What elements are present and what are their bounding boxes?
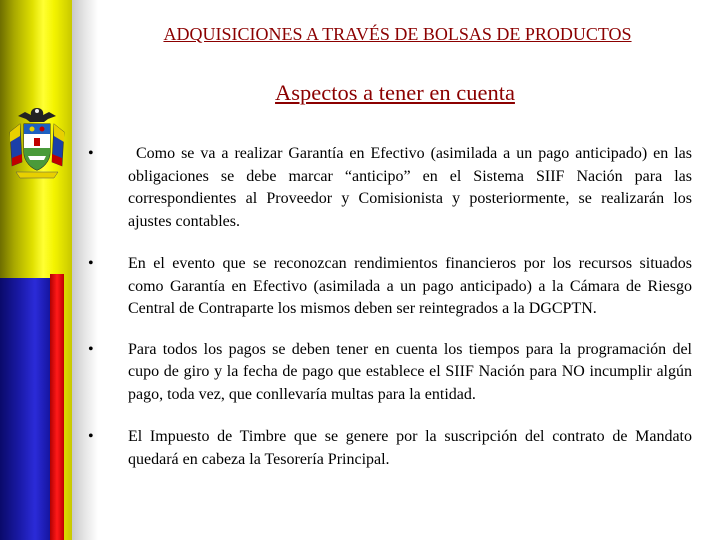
bullet-list bbox=[86, 143, 692, 471]
bullet-text: El Impuesto de Timbre que se genere por la suscripción del contrato de Mandato quedará en cabeza la Tesorería Principal. bbox=[128, 428, 692, 468]
bullet-marker: • bbox=[88, 255, 94, 272]
bullet-text: Como se va a realizar Garantía en Efectivo (asimilada a un pago anticipado) en las obligaciones se debe marcar “anticipo” en el Sistema SIIF Nación para las correspondientes al Proveedor y Comisionista y posteriormente, se realizarán los ajustes contables. bbox=[128, 145, 692, 230]
sidebar-red-band bbox=[50, 274, 64, 540]
bullet-marker: • bbox=[88, 428, 94, 445]
decorative-sidebar bbox=[0, 0, 98, 540]
list-item bbox=[86, 426, 692, 471]
list-item bbox=[86, 253, 692, 321]
slide-title: ADQUISICIONES A TRAVÉS DE BOLSAS DE PRODUCTOS bbox=[163, 24, 632, 44]
coat-of-arms-icon bbox=[4, 102, 70, 188]
bullet-marker: • bbox=[88, 145, 94, 162]
list-item bbox=[86, 143, 692, 233]
bullet-marker: • bbox=[88, 340, 94, 358]
slide-subtitle: Aspectos a tener en cuenta bbox=[275, 80, 515, 105]
bullet-text: En el evento que se reconozcan rendimientos financieros por los recursos situados como Garantía en Efectivo (asimilada a un pago anticipado) a la Cámara de Riesgo Central de Contraparte los mismos deben ser reintegrados a la DGCPTN. bbox=[128, 255, 692, 317]
list-item bbox=[86, 339, 692, 407]
bullet-text: Para todos los pagos se deben tener en cuenta los tiempos para la programación del cupo de giro y la fecha de pago que establece el SIIF Nación para NO incumplir algún pago, toda vez, que conllevaría multas para la entidad. bbox=[128, 340, 692, 403]
sidebar-blue-band bbox=[0, 278, 50, 540]
